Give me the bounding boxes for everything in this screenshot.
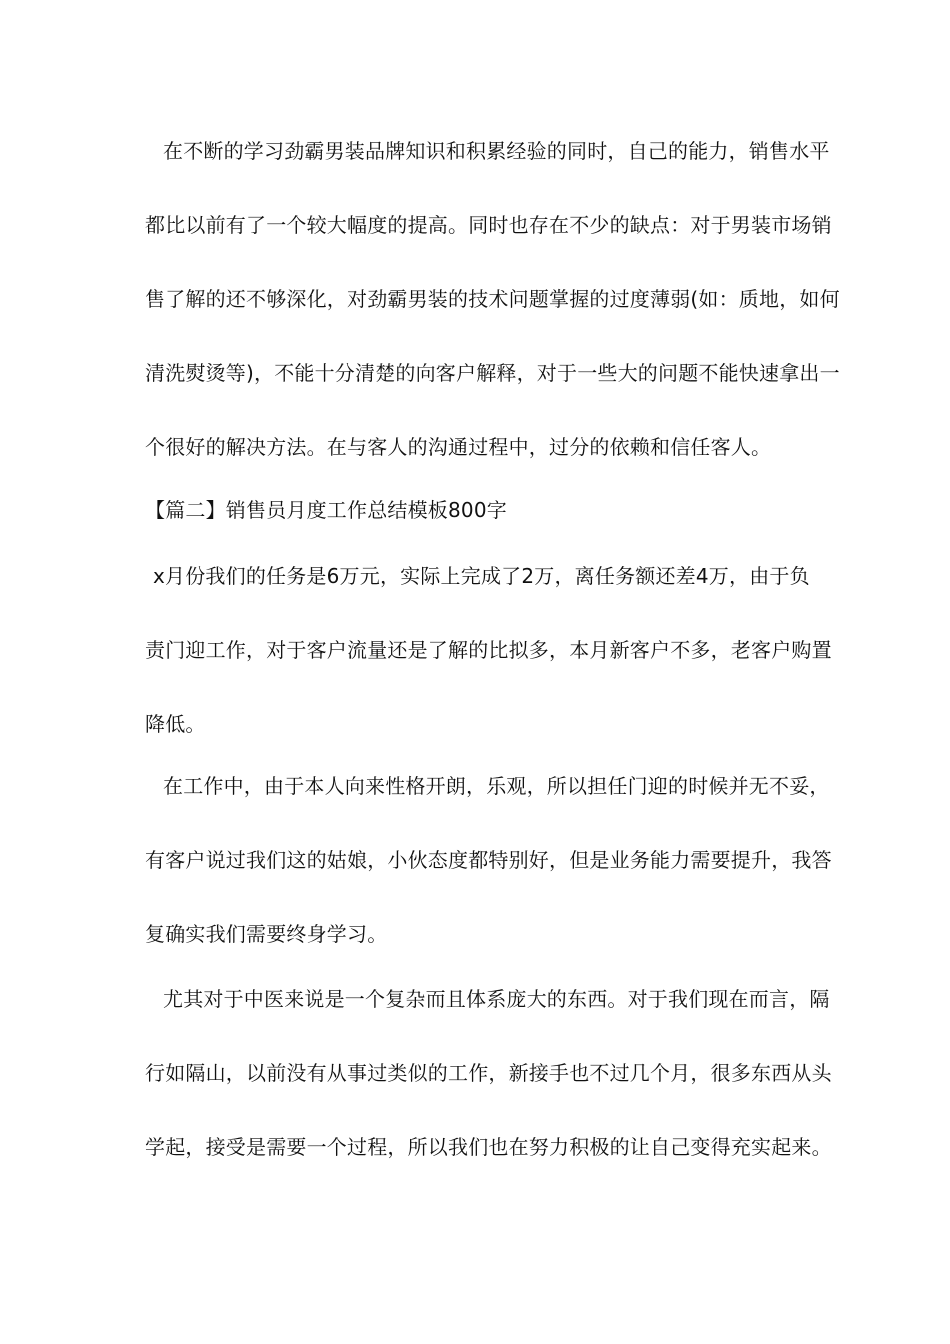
paragraph-1-line-2: 都比以前有了一个较大幅度的提高。同时也存在不少的缺点：对于男装市场销 (145, 213, 832, 237)
paragraph-3-line-1: 在工作中，由于本人向来性格开朗，乐观，所以担任门迎的时候并无不妥， (163, 774, 830, 798)
paragraph-1-line-5: 个很好的解决方法。在与客人的沟通过程中，过分的依赖和信任客人。 (145, 435, 772, 459)
paragraph-3-line-2: 有客户说过我们这的姑娘，小伙态度都特别好，但是业务能力需要提升，我答 (145, 848, 832, 872)
paragraph-3-line-3: 复确实我们需要终身学习。 (145, 922, 388, 946)
paragraph-1-line-4: 清洗熨烫等)，不能十分清楚的向客户解释，对于一些大的问题不能快速拿出一 (145, 361, 840, 385)
paragraph-1-line-3: 售了解的还不够深化，对劲霸男装的技术问题掌握的过度薄弱(如：质地，如何 (145, 287, 840, 311)
paragraph-4-line-2: 行如隔山，以前没有从事过类似的工作，新接手也不过几个月，很多东西从头 (145, 1061, 832, 1085)
paragraph-4-line-3: 学起，接受是需要一个过程，所以我们也在努力积极的让自己变得充实起来。 (145, 1135, 832, 1159)
section-heading: 【篇二】销售员月度工作总结模板800字 (145, 498, 507, 522)
paragraph-4-line-1: 尤其对于中医来说是一个复杂而且体系庞大的东西。对于我们现在而言，隔 (163, 987, 830, 1011)
paragraph-2-line-2: 责门迎工作，对于客户流量还是了解的比拟多，本月新客户不多，老客户购置 (145, 638, 832, 662)
paragraph-2-line-3: 降低。 (145, 712, 206, 736)
paragraph-2-line-1: x月份我们的任务是6万元，实际上完成了2万，离任务额还差4万，由于负 (153, 564, 810, 588)
paragraph-1-line-1: 在不断的学习劲霸男装品牌知识和积累经验的同时，自己的能力，销售水平 (163, 139, 830, 163)
